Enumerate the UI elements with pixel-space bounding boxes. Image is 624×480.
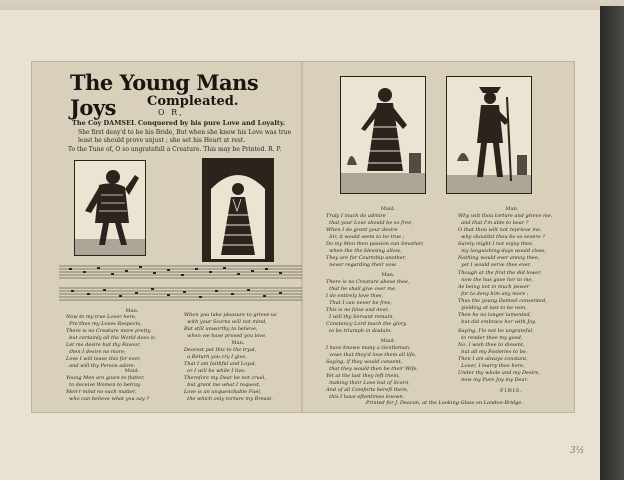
ballad-subtitle: Compleated.: [147, 94, 239, 109]
verse-head-maid-1: Maid.: [124, 368, 140, 374]
left-half: [32, 62, 302, 412]
verse-maid-1: Young Men are given to flatter, to deceive Women to betray, Men'r mind no such matter, who can believe what you say ?: [66, 375, 149, 402]
music-staff: [59, 262, 302, 306]
woodcut-gentleman-figure: [447, 77, 531, 193]
finis-mark: FINIS.: [500, 388, 523, 394]
verse-head-man-2: Man.: [231, 340, 245, 346]
subtitle-line-1: The Coy DAMSEL Conquered by his pure Love and Loyalty.: [72, 119, 286, 127]
woodcut-man: [74, 160, 146, 256]
imprint-line: Printed for J. Deacon, at the Looking-Glass on London-Bridge.: [366, 400, 523, 406]
woodcut-gentlewoman-figure: [341, 77, 425, 193]
or-line: O R,: [158, 108, 184, 117]
verse-maid-3: I have known many a Gentleman, vows that they'd love them all life, Saying, if they would consent, that they would then be their Wife, Yet at the last they left them, making their Love but of Scorn, And of all Comforts bereft them, this I have oftentimes known.: [326, 345, 419, 400]
verse-man-5: Why wilt thou torture and grieve me, and that I'm able to bear ? O that thou wilt not reprieve me, why shouldst thou be so severe ? Surely might I not enjoy thee, my languishing days would close, Nothing would ever annoy thee, yet I would serve thee ever.: [458, 213, 553, 268]
ballad-title: The Young Mans Joys: [70, 70, 259, 120]
verse-man-1: Now to my true Lover here, Pre'thee my Loves Respects, There is no Creature more pretty, but certainly all the World does it; Let me desire but thy Favour, then I desire no more; Love I will leave this for ever, and will thy Person adore.: [66, 314, 156, 369]
woodcut-lady-figure: [203, 159, 273, 261]
woodcut-man-figure: [75, 161, 145, 255]
broadside-sheet: [32, 62, 574, 412]
verse-head-man-5: Man.: [505, 206, 519, 212]
tune-line: To the Tune of, O so ungratefull a Creature. This may be Printed. R. P.: [68, 146, 282, 153]
woodcut-gentlewoman: [340, 76, 426, 194]
verse-man-3: Dearest put this to the tryal, a Return you cry I give, That I am faithful and Loyal, or I will be while I live: Therefore my Dear be not cruel, but grant me what I request, Love is an unquenchable Fuel, the which only torture my Breast.: [184, 347, 273, 402]
verse-man-6: Though at the first the did lower, now the has gave her to me, As being not in much power for to deny him any more : Thus the young Damsel consented, yielding at last to be won, Then he no longer lamented, but did embrace her with Joy.: [458, 270, 547, 325]
verse-man-4: There is no Creature above thee, that he shall give over me, I do entirely love thee, That I can never be free, This is no false and dear, I will thy Servant remain, Constancy Lord teach the glory, to be triumph in disdain.: [326, 279, 410, 334]
verse-head-man-4: Man.: [381, 272, 395, 278]
woodcut-gentleman-staff: [446, 76, 532, 194]
verse-man-2: When you take pleasure to grieve us with your Scorns will not mind, But still unworthy to believe, when we have proved you love.: [184, 312, 277, 339]
verse-head-man-1: Man.: [125, 308, 139, 314]
right-half: [304, 62, 574, 412]
subtitle-line-2: She first deny'd to be his Bride, But when she knew his Love was true: [78, 129, 292, 136]
verse-head-maid-2: Maid.: [380, 206, 396, 212]
subtitle-line-3: least he should prove unjust ; she set his Heart at rest.: [78, 137, 246, 144]
pencil-annotation: 3½: [570, 446, 585, 456]
verse-head-maid-3: Maid.: [380, 338, 396, 344]
woodcut-lady-arch: [202, 158, 274, 262]
verse-man-7: Saying, I'le not be ungrateful, to render thee my good, No, I wish thee to dissent, but all my Fooleries to be, Then I am alwaye constant, Lover, I marry thee here, Under thy whole and my Desire, now my Pure Joy my Dear.: [458, 328, 541, 383]
verse-maid-2: Truly I much do admire that your Love should be so free, When I do grant your desire Sir, it would seem to be true ; Do my Men then passion can Smother, when the the blessing allow, They are for Courtship another, never regarding their vow.: [326, 213, 424, 268]
album-binding-shadow: [600, 6, 624, 480]
